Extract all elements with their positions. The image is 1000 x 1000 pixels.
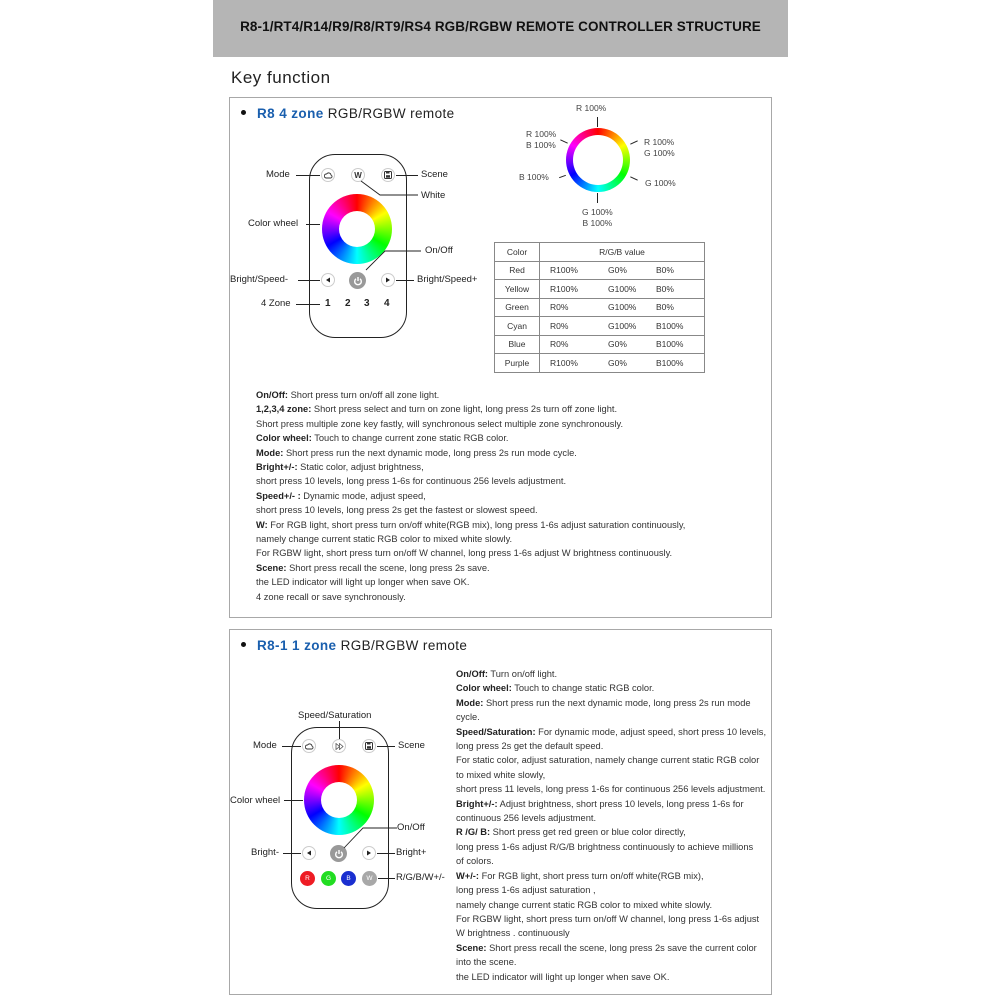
callout-line [296,175,320,176]
desc-line: For RGBW light, short press turn on/off W channel, long press 1-6s adjust [456,913,760,924]
desc-line: W brightness . continuously [456,928,570,939]
desc-line: Mode: Short press run the next dynamic mode, long press 2s run mode cycle. [256,447,577,458]
desc-line: Scene: Short press recall the scene, long press 2s save the current color [456,942,757,953]
label-bright-speed-plus: Bright/Speed+ [417,274,478,285]
desc-line: 4 zone recall or save synchronously. [256,591,406,602]
label-4-zone: 4 Zone [261,298,291,309]
callout-line [298,280,320,281]
desc-line: Speed+/- : Dynamic mode, adjust speed, [256,490,426,501]
desc-line: Short press multiple zone key fastly, will synchronous select multiple zone synchronously. [256,418,624,429]
label-scene: Scene [398,740,425,751]
label-white: White [421,190,446,201]
desc-line: continuous 256 levels adjustment. [456,813,597,824]
callout-line [377,853,395,854]
desc-line: cycle. [456,712,480,723]
label-on-off: On/Off [397,822,425,833]
table-row: Cyan R0% G100% B100% [495,317,705,336]
label-speed-saturation: Speed/Saturation [298,710,372,721]
callout-line [284,800,303,801]
ring-label-top: R 100% [576,103,607,113]
ring-label-top-left: R 100% B 100% [526,129,557,150]
page-title: R8-1/RT4/R14/R9/R8/RT9/RS4 RGB/RGBW REMOTE CONTROLLER STRUCTURE [240,19,761,34]
zone-4-key: 4 [384,298,390,309]
ring-label-bottom: G 100% B 100% [582,207,613,228]
label-color-wheel: Color wheel [248,218,299,229]
callout-line [296,304,320,305]
triangle-left-icon [302,846,316,860]
blue-key: B [341,871,356,886]
desc-line: to mixed white slowly, [456,769,546,780]
desc-line: W+/-: For RGB light, short press turn on/off white(RGB mix), [456,870,704,881]
callout-line [283,853,301,854]
table-row: Purple R100% G0% B100% [495,354,705,373]
callout-line [360,180,422,198]
label-rgbw: R/G/B/W+/- [396,872,445,883]
callout-line [282,746,301,747]
ring-tick [597,193,598,203]
desc-line: short press 10 levels, long press 1-6s for continuous 256 levels adjustment. [256,476,567,487]
desc-line: 1,2,3,4 zone: Short press select and turn on zone light, long press 2s turn off zone light. [256,404,618,415]
desc-line: short press 10 levels, long press 2s get the fastest or slowest speed. [256,505,538,516]
bullet-icon [241,110,246,115]
desc-line: For static color, adjust saturation, namely change current static RGB color [456,755,760,766]
callout-line [339,721,340,739]
desc-line: Scene: Short press recall the scene, long press 2s save. [256,562,490,573]
red-key: R [300,871,315,886]
callout-line [365,248,425,272]
ring-label-top-right: R 100% G 100% [644,137,675,158]
desc-line: W: For RGB light, short press turn on/off white(RGB mix), long press 1-6s adjust saturation continuously, [256,519,686,530]
r8-heading: R8 4 zone RGB/RGBW remote [241,106,455,121]
desc-line: of colors. [456,856,494,867]
section-title: Key function [231,68,331,87]
r81-color-wheel [304,765,374,835]
desc-line: long press 1-6s adjust saturation , [456,885,596,896]
r8-description [256,388,685,604]
desc-line: Mode: Short press run the next dynamic mode, long press 2s run mode [456,697,751,708]
desc-line: the LED indicator will light up longer when save OK. [456,971,670,982]
save-icon [362,739,376,753]
desc-line: On/Off: Short press turn on/off all zone light. [256,390,440,400]
r81-description [456,667,766,984]
white-button: W [351,168,365,182]
triangle-right-icon [381,273,395,287]
callout-line [306,224,320,225]
label-bright-plus: Bright+ [396,847,427,858]
desc-line: long press 1-6s adjust R/G/B brightness continuously to achieve millions [456,841,754,852]
table-row: Green R0% G100% B0% [495,298,705,317]
label-mode: Mode [253,740,277,751]
callout-line [378,878,395,879]
desc-line: Bright+/-: Adjust brightness, short press 10 levels, long press 1-6s for [456,798,744,809]
white-key: W [362,871,377,886]
callout-line [396,280,414,281]
label-scene: Scene [421,169,448,180]
table-row: Blue R0% G0% B100% [495,335,705,354]
desc-line: into the scene. [456,957,517,968]
callout-line [396,175,418,176]
desc-line: Color wheel: Touch to change static RGB color. [456,683,655,694]
label-color-wheel: Color wheel [230,795,281,806]
ring-label-right: G 100% [645,178,676,188]
r81-heading: R8-1 1 zone RGB/RGBW remote [241,638,467,653]
label-on-off: On/Off [425,245,453,256]
table-row: Red R100% G0% B0% [495,261,705,280]
desc-line: long press 2s get the default speed. [456,741,604,752]
ring-label-left: B 100% [519,172,549,182]
desc-line: namely change current static RGB color to mixed white slowly. [256,534,513,545]
callout-line [343,826,399,850]
rgb-ring-diagram [566,128,630,192]
triangle-left-icon [321,273,335,287]
rgb-value-table [494,242,705,373]
desc-line: short press 11 levels, long press 1-6s for continuous 256 levels adjustment. [456,784,766,795]
fast-forward-icon [332,739,346,753]
ring-tick [597,117,598,127]
zone-1-key: 1 [325,298,331,309]
zone-3-key: 3 [364,298,370,309]
cloud-icon [302,739,316,753]
header-band [213,0,788,57]
label-mode: Mode [266,169,290,180]
cloud-icon [321,168,335,182]
table-header-row: Color R/G/B value [495,243,705,262]
green-key: G [321,871,336,886]
power-icon [349,272,366,289]
desc-line: On/Off: Turn on/off light. [456,669,558,679]
desc-line: R /G/ B: Short press get red green or blue color directly, [456,827,686,838]
label-bright-minus: Bright- [251,847,279,858]
zone-2-key: 2 [345,298,351,309]
callout-line [377,746,395,747]
desc-line: For RGBW light, short press turn on/off W channel, long press 1-6s adjust W brightness continuously. [256,548,673,559]
desc-line: Speed/Saturation: For dynamic mode, adjust speed, short press 10 levels, [456,726,767,737]
bullet-icon [241,642,246,647]
table-row: Yellow R100% G100% B0% [495,280,705,299]
label-bright-speed-minus: Bright/Speed- [230,274,289,285]
desc-line: namely change current static RGB color to mixed white slowly. [456,899,713,910]
desc-line: Color wheel: Touch to change current zone static RGB color. [256,433,509,444]
desc-line: Bright+/-: Static color, adjust brightness, [256,462,424,473]
desc-line: the LED indicator will light up longer when save OK. [256,577,470,588]
